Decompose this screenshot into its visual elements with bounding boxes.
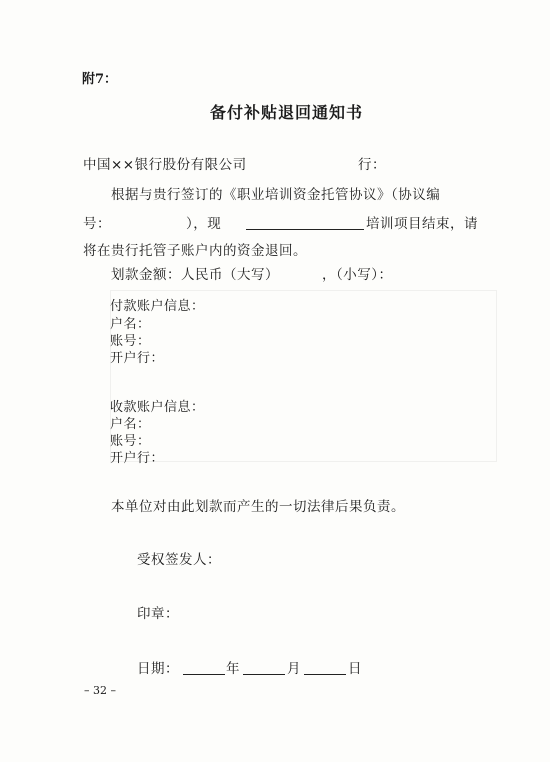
paragraph-line-1: 根据与贵行签订的《职业培训资金托管协议》（协议编 — [111, 187, 441, 203]
seal-label: 印章： — [137, 606, 179, 622]
branch-suffix: 行： — [358, 157, 386, 173]
project-name-blank — [246, 214, 364, 230]
page-number: – 32 – — [84, 684, 116, 697]
bank-name: 中国××银行股份有限公司 — [83, 157, 247, 173]
paragraph-line-3: 将在贵行托管子账户内的资金退回。 — [83, 243, 307, 259]
annex-label: 附7： — [82, 72, 118, 87]
payee-bank-label: 开户行： — [110, 451, 165, 466]
date-year: 年 — [226, 661, 240, 677]
payee-account-label: 账号： — [110, 434, 151, 449]
date-day: 日 — [348, 661, 362, 677]
signer-label: 受权签发人： — [137, 552, 221, 568]
day-blank — [304, 659, 346, 675]
payer-account-label: 账号： — [110, 334, 151, 349]
month-blank — [243, 659, 285, 675]
bleed-through-box — [110, 290, 497, 462]
year-blank — [183, 659, 225, 675]
payee-name-label: 户名： — [110, 417, 151, 432]
page-title: 备付补贴退回通知书 — [210, 103, 364, 122]
amount-small-label: ，（小写）： — [322, 267, 393, 283]
payer-heading: 付款账户信息： — [110, 299, 205, 314]
payer-name-label: 户名： — [110, 317, 151, 332]
date-month: 月 — [287, 661, 301, 677]
paragraph-line-2-mid: ），现 — [186, 216, 222, 232]
paragraph-line-2-suffix: 培训项目结束，请 — [366, 216, 478, 232]
date-label: 日期： — [137, 661, 179, 677]
amount-label: 划款金额：人民币（大写） — [111, 267, 279, 283]
paragraph-line-2-prefix: 号： — [83, 216, 111, 232]
payer-bank-label: 开户行： — [110, 351, 165, 366]
payee-heading: 收款账户信息： — [110, 400, 205, 415]
liability-statement: 本单位对由此划款而产生的一切法律后果负责。 — [111, 499, 405, 515]
